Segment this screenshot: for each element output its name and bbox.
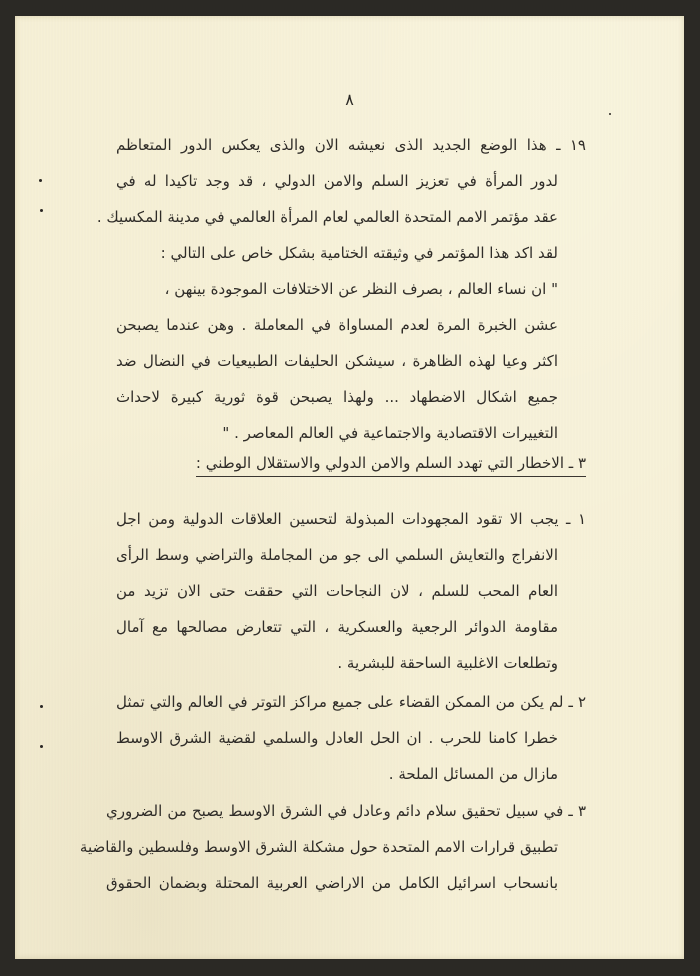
quote-line: " ان نساء العالم ، بصرف النظر عن الاختلافات الموجودة بينهن ، — [164, 280, 558, 298]
list-item-line: العام المحب للسلم ، لان النجاحات التي حققت حتى الان تزيد من — [116, 582, 558, 600]
paragraph-line: ١٩ ـ هذا الوضع الجديد الذى نعيشه الان والذى يعكس الدور المتعاظم — [116, 136, 586, 154]
list-item-line: مازال من المسائل الملحة . — [388, 765, 558, 783]
paragraph-line: لقد اكد هذا المؤتمر في وثيقته الختامية بشكل خاص على التالي : — [160, 244, 558, 262]
punch-hole-mark — [609, 113, 611, 115]
section-3-heading: ٣ ـ الاخطار التي تهدد السلم والامن الدولي والاستقلال الوطني : — [196, 450, 586, 477]
list-item-line: ٣ ـ في سبيل تحقيق سلام دائم وعادل في الشرق الاوسط يصبح من الضروري — [106, 802, 586, 820]
paragraph-line: عقد مؤتمر الامم المتحدة العالمي لعام المرأة العالمي في مدينة المكسيك . — [96, 208, 558, 226]
quote-line: عشن الخبرة المرة لعدم المساواة في المعاملة . وهن عندما يصبحن — [116, 316, 558, 334]
list-item-line: خطرا كامنا للحرب . ان الحل العادل والسلمي لقضية الشرق الاوسط — [116, 729, 558, 747]
list-item-line: ٢ ـ لم يكن من الممكن القضاء على جميع مراكز التوتر في العالم والتي تمثل — [116, 693, 586, 711]
list-item-line: وتطلعات الاغلبية الساحقة للبشرية . — [337, 654, 558, 672]
list-item-line: مقاومة الدوائر الرجعية والعسكرية ، التي تتعارض مصالحها مع آمال — [116, 618, 558, 636]
page-number: ٨ — [345, 90, 354, 109]
punch-hole-mark — [39, 179, 42, 182]
list-item-line: ١ ـ يجب الا تقود المجهودات المبذولة لتحسين العلاقات الدولية ومن اجل — [116, 510, 586, 528]
section-heading — [116, 445, 586, 481]
list-item-line: بانسحاب اسرائيل الكامل من الاراضي العربية المحتلة وبضمان الحقوق — [106, 874, 558, 892]
list-item-1 — [116, 501, 586, 681]
list-item-line: الانفراج والتعايش السلمي الى جو من المجاملة والتراضي وسط الرأى — [116, 546, 558, 564]
list-item-3 — [79, 793, 586, 901]
paragraph-line: لدور المرأة في تعزيز السلم والامن الدولي ، قد وجد تاكيدا له في — [116, 172, 558, 190]
punch-hole-mark — [40, 745, 43, 748]
quote-line: جميع اشكال الاضطهاد ... ولهذا يصبحن قوة ثورية كبيرة لاحداث — [116, 388, 558, 406]
paragraph-19 — [96, 127, 586, 451]
list-item-line: تطبيق قرارات الامم المتحدة حول مشكلة الشرق الاوسط وفلسطين والقاضية — [79, 838, 558, 856]
list-item-2 — [116, 684, 586, 792]
punch-hole-mark — [40, 705, 43, 708]
document-page — [15, 16, 684, 959]
punch-hole-mark — [40, 209, 43, 212]
quote-line: اكثر وعيا لهذه الظاهرة ، سيشكن الحليفات الطبيعيات في النضال ضد — [116, 352, 558, 370]
quote-line: التغييرات الاقتصادية والاجتماعية في العالم المعاصر . " — [222, 424, 558, 442]
